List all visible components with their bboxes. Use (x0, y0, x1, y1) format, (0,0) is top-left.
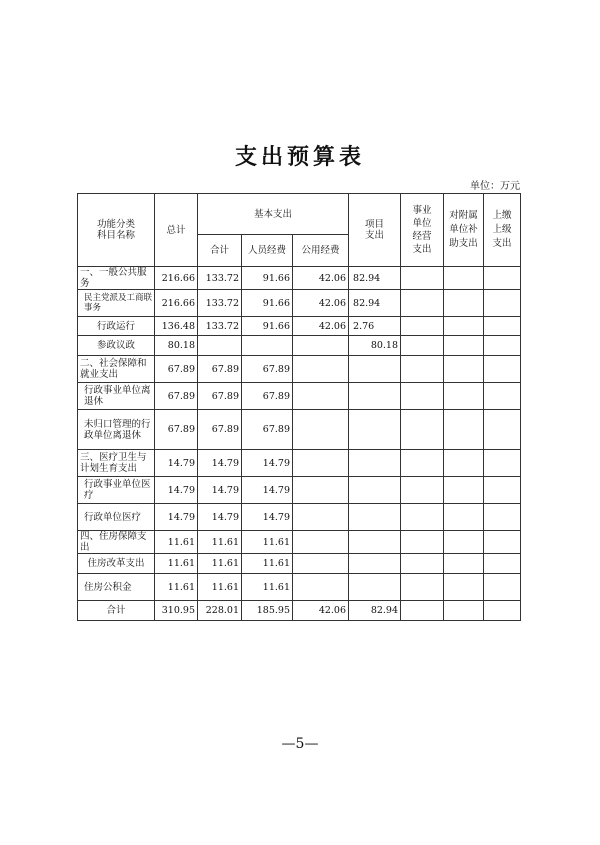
row-total: 67.89 (155, 410, 198, 450)
row-subtotal: 11.61 (198, 531, 242, 554)
row-name: 合计 (78, 601, 155, 621)
row-upper (484, 601, 521, 621)
row-business (401, 531, 444, 554)
row-subtotal: 133.72 (198, 317, 242, 336)
row-personnel: 91.66 (242, 290, 293, 317)
unit-label: 单位：万元 (470, 181, 520, 192)
header-project: 项目 支出 (349, 194, 401, 267)
row-business (401, 477, 444, 504)
row-personnel: 91.66 (242, 267, 293, 290)
header-public: 公用经费 (293, 235, 349, 267)
row-total: 216.66 (155, 290, 198, 317)
row-business (401, 504, 444, 531)
header-category: 功能分类 科目名称 (78, 194, 155, 267)
row-name: 一、一般公共服务 (78, 267, 155, 290)
row-subtotal: 133.72 (198, 267, 242, 290)
row-upper (484, 554, 521, 574)
row-total: 14.79 (155, 504, 198, 531)
row-total: 14.79 (155, 477, 198, 504)
row-personnel: 14.79 (242, 477, 293, 504)
table-row (78, 267, 521, 290)
row-personnel: 11.61 (242, 554, 293, 574)
table-row (78, 554, 521, 574)
row-name: 行政事业单位离退休 (78, 383, 155, 410)
row-project (349, 554, 401, 574)
header-basic-subtotal: 合计 (198, 235, 242, 267)
row-business (401, 267, 444, 290)
row-subsidy (444, 531, 484, 554)
row-public (293, 410, 349, 450)
row-project (349, 410, 401, 450)
row-project (349, 574, 401, 601)
row-name: 三、医疗卫生与计划生育支出 (78, 450, 155, 477)
row-subsidy (444, 356, 484, 383)
row-name: 住房改革支出 (78, 554, 155, 574)
row-project: 82.94 (349, 290, 401, 317)
table-row (78, 531, 521, 554)
row-public (293, 450, 349, 477)
table-row (78, 601, 521, 621)
row-subsidy (444, 601, 484, 621)
row-public: 42.06 (293, 317, 349, 336)
row-project (349, 477, 401, 504)
row-project: 2.76 (349, 317, 401, 336)
row-business (401, 601, 444, 621)
row-business (401, 574, 444, 601)
header-upper: 上缴 上级 支出 (484, 194, 521, 267)
row-personnel: 14.79 (242, 450, 293, 477)
row-personnel: 11.61 (242, 531, 293, 554)
row-project: 80.18 (349, 336, 401, 356)
row-business (401, 554, 444, 574)
row-personnel: 11.61 (242, 574, 293, 601)
row-subsidy (444, 336, 484, 356)
row-subtotal: 14.79 (198, 477, 242, 504)
row-name: 住房公积金 (78, 574, 155, 601)
row-total: 11.61 (155, 531, 198, 554)
header-basic: 基本支出 (198, 194, 349, 235)
page-title: 支出预算表 (234, 144, 365, 170)
row-public (293, 554, 349, 574)
table-row (78, 574, 521, 601)
header-business: 事业 单位 经营 支出 (401, 194, 444, 267)
row-total: 11.61 (155, 574, 198, 601)
page-number: —5— (281, 736, 319, 752)
row-upper (484, 267, 521, 290)
row-name: 行政运行 (78, 317, 155, 336)
row-upper (484, 450, 521, 477)
row-subsidy (444, 383, 484, 410)
row-subtotal: 11.61 (198, 554, 242, 574)
row-name: 二、社会保障和就业支出 (78, 356, 155, 383)
row-public: 42.06 (293, 267, 349, 290)
row-total: 216.66 (155, 267, 198, 290)
row-public (293, 531, 349, 554)
row-subtotal: 14.79 (198, 504, 242, 531)
header-subsidy: 对附属 单位补 助支出 (444, 194, 484, 267)
row-personnel (242, 336, 293, 356)
row-upper (484, 504, 521, 531)
row-public: 42.06 (293, 601, 349, 621)
row-project (349, 531, 401, 554)
row-total: 80.18 (155, 336, 198, 356)
row-business (401, 336, 444, 356)
table-row (78, 410, 521, 450)
row-personnel: 14.79 (242, 504, 293, 531)
row-personnel: 67.89 (242, 410, 293, 450)
row-name: 参政议政 (78, 336, 155, 356)
row-business (401, 317, 444, 336)
row-project (349, 356, 401, 383)
row-subsidy (444, 450, 484, 477)
row-name: 行政事业单位医疗 (78, 477, 155, 504)
row-subtotal: 14.79 (198, 450, 242, 477)
row-subtotal: 67.89 (198, 410, 242, 450)
row-upper (484, 317, 521, 336)
row-upper (484, 410, 521, 450)
row-project (349, 450, 401, 477)
row-public (293, 477, 349, 504)
row-personnel: 91.66 (242, 317, 293, 336)
row-subtotal: 67.89 (198, 356, 242, 383)
row-project: 82.94 (349, 601, 401, 621)
row-personnel: 185.95 (242, 601, 293, 621)
row-total: 11.61 (155, 554, 198, 574)
row-upper (484, 531, 521, 554)
row-project (349, 383, 401, 410)
row-subtotal: 133.72 (198, 290, 242, 317)
row-subsidy (444, 477, 484, 504)
table-row (78, 290, 521, 317)
row-subtotal: 67.89 (198, 383, 242, 410)
row-name: 民主党派及工商联事务 (78, 290, 155, 317)
row-personnel: 67.89 (242, 383, 293, 410)
table-row (78, 477, 521, 504)
table-row (78, 504, 521, 531)
row-business (401, 356, 444, 383)
row-project (349, 504, 401, 531)
row-subtotal: 228.01 (198, 601, 242, 621)
row-total: 136.48 (155, 317, 198, 336)
row-upper (484, 336, 521, 356)
header-personnel: 人员经费 (242, 235, 293, 267)
row-name: 四、住房保障支出 (78, 531, 155, 554)
row-subsidy (444, 504, 484, 531)
row-upper (484, 290, 521, 317)
table-row (78, 356, 521, 383)
row-public (293, 356, 349, 383)
row-upper (484, 574, 521, 601)
row-business (401, 383, 444, 410)
row-name: 未归口管理的行政单位离退休 (78, 410, 155, 450)
row-business (401, 410, 444, 450)
budget-table (77, 193, 521, 621)
table-row (78, 336, 521, 356)
row-public (293, 574, 349, 601)
row-public (293, 336, 349, 356)
row-total: 67.89 (155, 383, 198, 410)
row-subtotal (198, 336, 242, 356)
row-project: 82.94 (349, 267, 401, 290)
row-name: 行政单位医疗 (78, 504, 155, 531)
row-subsidy (444, 317, 484, 336)
row-upper (484, 383, 521, 410)
row-total: 310.95 (155, 601, 198, 621)
row-subsidy (444, 410, 484, 450)
row-public: 42.06 (293, 290, 349, 317)
row-total: 14.79 (155, 450, 198, 477)
row-subsidy (444, 267, 484, 290)
table-row (78, 317, 521, 336)
row-subtotal: 11.61 (198, 574, 242, 601)
row-personnel: 67.89 (242, 356, 293, 383)
table-row (78, 383, 521, 410)
row-business (401, 450, 444, 477)
row-public (293, 383, 349, 410)
table-row (78, 450, 521, 477)
row-subsidy (444, 290, 484, 317)
row-upper (484, 356, 521, 383)
header-total: 总计 (155, 194, 198, 267)
row-upper (484, 477, 521, 504)
row-total: 67.89 (155, 356, 198, 383)
row-business (401, 290, 444, 317)
row-public (293, 504, 349, 531)
row-subsidy (444, 554, 484, 574)
row-subsidy (444, 574, 484, 601)
